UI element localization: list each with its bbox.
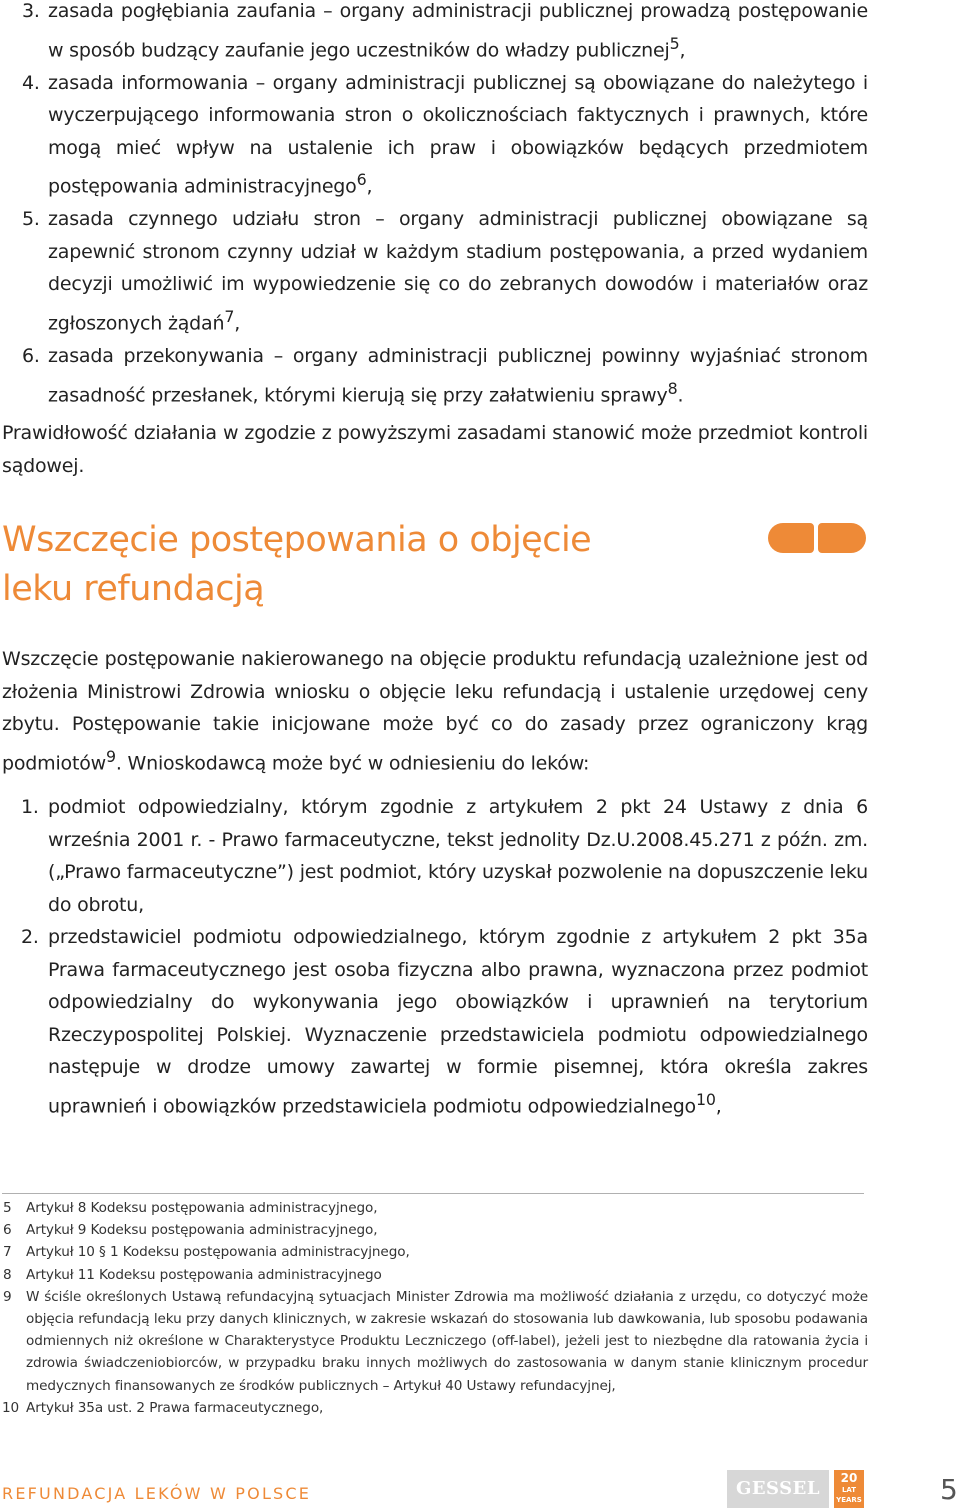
item-punct: ,	[234, 312, 241, 335]
applicants-list	[0, 791, 868, 1122]
paragraph-text: Wszczęcie postępowanie nakierowanego na objęcie produktu refundacją uzależnione jest od złożenia Ministrowi Zdrowia wniosku o objęcie leku refundacją i ustalenie urzędowej ceny zbytu. Postępowanie takie inicjowane może być co do zasady przez ograniczony krąg podmiotów	[2, 648, 868, 775]
gessel-logo: GESSEL	[727, 1470, 829, 1508]
item-number: 5.	[22, 208, 40, 231]
footnote-ref[interactable]: 8	[667, 378, 678, 398]
footnote-item	[0, 1397, 868, 1419]
footnote-number: 9	[3, 1288, 12, 1305]
list-item	[0, 340, 868, 412]
heading-line: Wszczęcie postępowania o objęcie	[2, 520, 592, 560]
list-item	[0, 67, 868, 204]
item-punct: .	[677, 383, 684, 406]
footnote-text: Artykuł 10 § 1 Kodeksu postępowania administracyjnego,	[26, 1244, 410, 1261]
footnote-ref[interactable]: 9	[105, 746, 116, 766]
anniversary-badge	[834, 1470, 864, 1508]
item-text: zasada przekonywania – organy administracji publicznej powinny wyjaśniać stronom zasadność przesłanek, którymi kierują się przy załatwieniu sprawy	[48, 344, 868, 406]
item-number: 2.	[21, 926, 39, 948]
footnotes-list	[0, 1197, 868, 1419]
body-paragraph	[2, 643, 868, 780]
list-item	[0, 0, 868, 67]
principles-list	[0, 0, 868, 411]
footnote-number: 6	[3, 1222, 12, 1239]
page-number: 5	[940, 1473, 958, 1506]
item-number: 3.	[22, 0, 40, 22]
footnote-item	[0, 1264, 868, 1286]
section-marker-icon	[768, 523, 814, 553]
list-item	[0, 921, 868, 1122]
footnote-divider	[2, 1193, 864, 1194]
footnote-number: 5	[3, 1200, 12, 1216]
footnote-text: Artykuł 8 Kodeksu postępowania administracyjnego,	[26, 1200, 378, 1216]
body-paragraph: Prawidłowość działania w zgodzie z powyższymi zasadami stanowić może przedmiot kontroli sądowej.	[2, 422, 868, 477]
item-punct: ,	[366, 175, 373, 198]
footnote-ref[interactable]: 5	[669, 33, 680, 53]
item-text: zasada czynnego udziału stron – organy administracji publicznej obowiązane są zapewnić stronom czynny udział w każdym stadium postępowania, a przed wydaniem decyzji umożliwić im wypowiedzenie się co do zebranych dowodów i materiałów oraz zgłoszonych żądań	[48, 208, 868, 335]
badge-years: YEARS	[836, 1496, 862, 1504]
footnote-number: 7	[3, 1244, 12, 1261]
footnote-ref[interactable]: 10	[695, 1089, 716, 1109]
item-number: 4.	[22, 71, 40, 94]
footnote-text: W ściśle określonych Ustawą refundacyjną sytuacjach Minister Zdrowia ma możliwość działania z urzędu, co dotyczyć może objęcia refundacją leku przy danych klinicznych, w zakresie wskazań do stosowania lub dawkowania, lub sposobu podawania odmiennych niż określone w Charakterystyce Produktu Leczniczego (off-label), jeżeli jest to niezbędne dla ratowania życia i zdrowia świadczeniobiorców, w przypadku braku innych możliwych do zastosowania w danym stanie klinicznym procedur medycznych finansowanych ze środków publicznych – Artykuł 40 Ustawy refundacyjnej,	[26, 1288, 868, 1394]
item-text: zasada informowania – organy administracji publicznej są obowiązane do należytego i wyczerpującego informowania stron o okolicznościach faktycznych i prawnych, które mogą mieć wpływ na ustalenie ich praw i obowiązków będących przedmiotem postępowania administracyjnego	[48, 71, 868, 198]
item-number: 1.	[21, 796, 39, 818]
footnote-item	[0, 1286, 868, 1397]
item-punct: ,	[715, 1094, 722, 1117]
item-punct: ,	[679, 38, 686, 61]
section-marker-icon	[818, 523, 866, 553]
badge-number: 20	[840, 1471, 858, 1485]
heading-line: leku refundacją	[2, 569, 265, 609]
footnote-text: Artykuł 9 Kodeksu postępowania administracyjnego,	[26, 1222, 378, 1239]
footnote-item	[0, 1219, 868, 1241]
footnote-item	[0, 1241, 868, 1263]
item-number: 6.	[22, 344, 40, 367]
footnote-item	[0, 1197, 868, 1219]
footnote-ref[interactable]: 7	[224, 307, 235, 326]
list-item	[0, 791, 868, 921]
item-text: przedstawiciel podmiotu odpowiedzialnego, którym zgodnie z artykułem 2 pkt 35a Prawa farmaceutycznego jest osoba fizyczna albo prawna, wyznaczona przez podmiot odpowiedzialny do wykonywania jego obowiązków i uprawnień na terytorium Rzeczypospolitej Polskiej. Wyznaczenie przedstawiciela podmiotu odpowiedzialnego następuje w drodze umowy zawartej w formie pisemnej, która określa zakres uprawnień i obowiązków przedstawiciela podmiotu odpowiedzialnego	[48, 926, 868, 1117]
item-text: zasada pogłębiania zaufania – organy administracji publicznej prowadzą postępowanie w sposób budzący zaufanie jego uczestników do władzy publicznej	[48, 0, 868, 61]
footnote-text: Artykuł 35a ust. 2 Prawa farmaceutycznego,	[26, 1399, 324, 1416]
running-footer-title: REFUNDACJA LEKÓW W POLSCE	[2, 1484, 312, 1503]
section-heading	[2, 516, 591, 614]
footnote-number: 8	[3, 1266, 12, 1283]
footnote-number: 10	[2, 1399, 20, 1416]
footnote-text: Artykuł 11 Kodeksu postępowania administracyjnego	[26, 1266, 382, 1283]
paragraph-text: . Wnioskodawcą może być w odniesieniu do leków:	[115, 752, 590, 775]
list-item	[0, 203, 868, 340]
badge-lat: LAT	[841, 1486, 857, 1494]
item-text: podmiot odpowiedzialny, którym zgodnie z artykułem 2 pkt 24 Ustawy z dnia 6 września 2001 r. - Prawo farmaceutyczne, tekst jednolity Dz.U.2008.45.271 z późn. zm. („Prawo farmaceutyczne”) jest podmiot, który uzyskał pozwolenie na dopuszczenie leku do obrotu,	[48, 796, 868, 916]
footnote-ref[interactable]: 6	[356, 170, 367, 190]
